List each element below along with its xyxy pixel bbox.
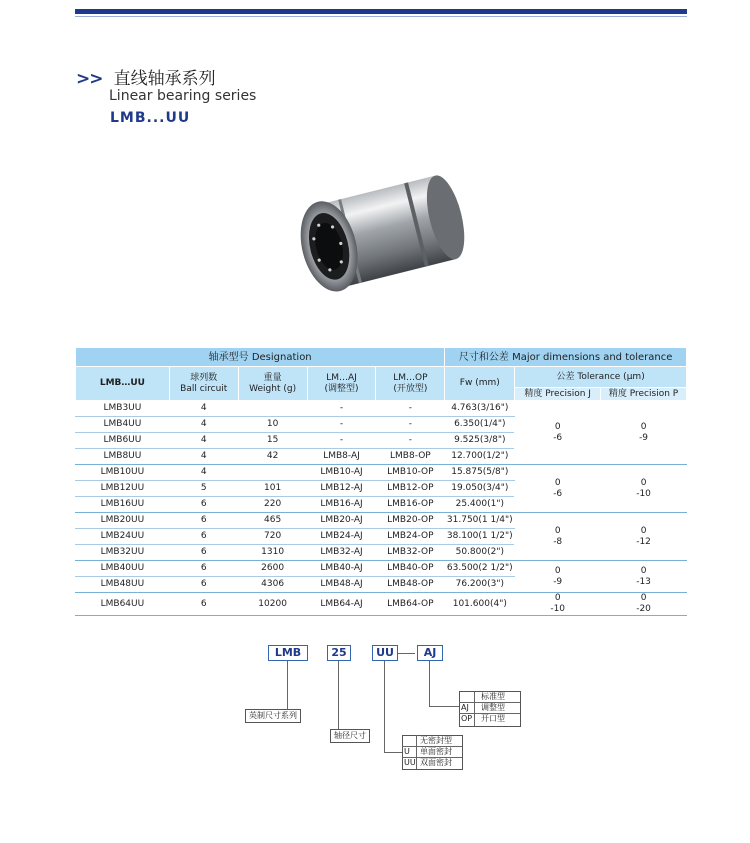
top-rule bbox=[75, 9, 687, 14]
table-row bbox=[76, 593, 687, 616]
cell-weight: 10200 bbox=[238, 593, 307, 616]
cell-precision-p: 0 -9 bbox=[601, 401, 687, 465]
cell-weight: 4306 bbox=[238, 577, 307, 593]
col-op: LM…OP (开放型) bbox=[376, 367, 445, 401]
cell-ball: 6 bbox=[169, 497, 238, 513]
cell-weight bbox=[238, 401, 307, 417]
leg-type bbox=[429, 661, 430, 707]
heading-arrows: >> bbox=[76, 69, 103, 89]
heading-title-en: Linear bearing series bbox=[109, 88, 257, 104]
cell-op: - bbox=[376, 401, 445, 417]
cell-aj: LMB32-AJ bbox=[307, 545, 376, 561]
cell-aj: - bbox=[307, 401, 376, 417]
table-row bbox=[76, 513, 687, 529]
cell-precision-p: 0 -13 bbox=[601, 561, 687, 593]
cell-aj: - bbox=[307, 417, 376, 433]
type-opt2: 调整型 bbox=[481, 703, 505, 712]
table-row bbox=[76, 465, 687, 481]
cell-op: LMB10-OP bbox=[376, 465, 445, 481]
col-fw: Fw (mm) bbox=[445, 367, 515, 401]
cell-op: LMB20-OP bbox=[376, 513, 445, 529]
top-rule-thin bbox=[75, 16, 687, 17]
cell-op: LMB32-OP bbox=[376, 545, 445, 561]
cell-weight: 10 bbox=[238, 417, 307, 433]
cell-aj: LMB8-AJ bbox=[307, 449, 376, 465]
cell-model: LMB40UU bbox=[76, 561, 170, 577]
cell-fw: 19.050(3/4") bbox=[445, 481, 515, 497]
code-part-seal: UU bbox=[372, 645, 398, 661]
cell-ball: 6 bbox=[169, 545, 238, 561]
seal-opt2-code: U bbox=[404, 747, 410, 756]
cell-ball: 6 bbox=[169, 577, 238, 593]
cell-precision-j: 0 -10 bbox=[515, 593, 601, 616]
cell-fw: 12.700(1/2") bbox=[445, 449, 515, 465]
seal-opt3: 双面密封 bbox=[420, 758, 452, 767]
cell-op: LMB16-OP bbox=[376, 497, 445, 513]
cell-op: LMB24-OP bbox=[376, 529, 445, 545]
cell-precision-j: 0 -6 bbox=[515, 401, 601, 465]
cell-precision-p: 0 -10 bbox=[601, 465, 687, 513]
cell-model: LMB6UU bbox=[76, 433, 170, 449]
cell-model: LMB12UU bbox=[76, 481, 170, 497]
seal-opt2: 单面密封 bbox=[420, 747, 452, 756]
cell-weight: 101 bbox=[238, 481, 307, 497]
cell-precision-j: 0 -6 bbox=[515, 465, 601, 513]
leg-size bbox=[338, 661, 339, 730]
cell-model: LMB4UU bbox=[76, 417, 170, 433]
cell-model: LMB10UU bbox=[76, 465, 170, 481]
type-opt3: 开口型 bbox=[481, 714, 505, 723]
cell-precision-p: 0 -12 bbox=[601, 513, 687, 561]
linear-bearing-image bbox=[288, 160, 478, 310]
seal-divider bbox=[416, 735, 417, 769]
cell-weight: 2600 bbox=[238, 561, 307, 577]
leg-seal bbox=[384, 661, 385, 753]
cell-model: LMB3UU bbox=[76, 401, 170, 417]
cell-aj: LMB24-AJ bbox=[307, 529, 376, 545]
cell-aj: - bbox=[307, 433, 376, 449]
cell-precision-j: 0 -8 bbox=[515, 513, 601, 561]
cell-aj: LMB10-AJ bbox=[307, 465, 376, 481]
section-heading bbox=[76, 64, 216, 89]
seal-opt1: 无密封型 bbox=[420, 736, 452, 745]
cell-fw: 38.100(1 1/2") bbox=[445, 529, 515, 545]
cell-weight: 42 bbox=[238, 449, 307, 465]
col-tolerance: 公差 Tolerance (μm) bbox=[515, 367, 687, 388]
cell-ball: 5 bbox=[169, 481, 238, 497]
cell-ball: 6 bbox=[169, 593, 238, 616]
type-opt2-code: AJ bbox=[461, 703, 469, 712]
cell-model: LMB20UU bbox=[76, 513, 170, 529]
cell-op: - bbox=[376, 433, 445, 449]
cell-op: LMB48-OP bbox=[376, 577, 445, 593]
cell-ball: 4 bbox=[169, 449, 238, 465]
cell-weight: 465 bbox=[238, 513, 307, 529]
code-part-type: AJ bbox=[417, 645, 443, 661]
label-shaft-size: 轴径尺寸 bbox=[330, 729, 370, 743]
cell-ball: 6 bbox=[169, 561, 238, 577]
col-weight: 重量 Weight (g) bbox=[238, 367, 307, 401]
cell-aj: LMB48-AJ bbox=[307, 577, 376, 593]
cell-fw: 76.200(3") bbox=[445, 577, 515, 593]
cell-precision-p: 0 -20 bbox=[601, 593, 687, 616]
cell-aj: LMB64-AJ bbox=[307, 593, 376, 616]
cell-fw: 6.350(1/4") bbox=[445, 417, 515, 433]
label-inch-series: 英制尺寸系列 bbox=[245, 709, 301, 723]
col-precision-j: 精度 Precision J bbox=[515, 388, 601, 401]
cell-ball: 6 bbox=[169, 513, 238, 529]
leg-seal-h bbox=[384, 752, 402, 753]
cell-model: LMB48UU bbox=[76, 577, 170, 593]
cell-fw: 101.600(4") bbox=[445, 593, 515, 616]
cell-fw: 31.750(1 1/4") bbox=[445, 513, 515, 529]
model-series: LMB...UU bbox=[110, 110, 191, 126]
code-dash bbox=[398, 653, 415, 654]
cell-weight: 220 bbox=[238, 497, 307, 513]
cell-aj: LMB16-AJ bbox=[307, 497, 376, 513]
dimensions-header: 尺寸和公差 Major dimensions and tolerance bbox=[445, 348, 687, 367]
heading-title-cn: 直线轴承系列 bbox=[113, 69, 216, 89]
col-lmbuu: LMB…UU bbox=[76, 367, 170, 401]
cell-model: LMB16UU bbox=[76, 497, 170, 513]
code-part-lmb: LMB bbox=[268, 645, 308, 661]
cell-op: LMB12-OP bbox=[376, 481, 445, 497]
cell-fw: 4.763(3/16") bbox=[445, 401, 515, 417]
cell-ball: 4 bbox=[169, 433, 238, 449]
cell-model: LMB24UU bbox=[76, 529, 170, 545]
cell-precision-j: 0 -9 bbox=[515, 561, 601, 593]
cell-model: LMB32UU bbox=[76, 545, 170, 561]
cell-model: LMB8UU bbox=[76, 449, 170, 465]
spec-body bbox=[76, 401, 687, 616]
leg-type-h bbox=[429, 706, 459, 707]
cell-op: - bbox=[376, 417, 445, 433]
cell-op: LMB40-OP bbox=[376, 561, 445, 577]
cell-weight: 15 bbox=[238, 433, 307, 449]
col-ball: 球列数 Ball circuit bbox=[169, 367, 238, 401]
cell-fw: 50.800(2") bbox=[445, 545, 515, 561]
type-opt1: 标准型 bbox=[481, 692, 505, 701]
cell-model: LMB64UU bbox=[76, 593, 170, 616]
table-row bbox=[76, 401, 687, 417]
spec-table bbox=[75, 347, 687, 616]
col-precision-p: 精度 Precision P bbox=[601, 388, 687, 401]
cell-ball: 6 bbox=[169, 529, 238, 545]
cell-aj: LMB12-AJ bbox=[307, 481, 376, 497]
seal-opt3-code: UU bbox=[404, 758, 416, 767]
cell-op: LMB8-OP bbox=[376, 449, 445, 465]
cell-fw: 15.875(5/8") bbox=[445, 465, 515, 481]
cell-fw: 63.500(2 1/2") bbox=[445, 561, 515, 577]
cell-fw: 25.400(1") bbox=[445, 497, 515, 513]
cell-aj: LMB20-AJ bbox=[307, 513, 376, 529]
table-row bbox=[76, 561, 687, 577]
cell-aj: LMB40-AJ bbox=[307, 561, 376, 577]
type-divider bbox=[474, 691, 475, 726]
designation-header: 轴承型号 Designation bbox=[76, 348, 445, 367]
cell-ball: 4 bbox=[169, 465, 238, 481]
cell-weight bbox=[238, 465, 307, 481]
cell-weight: 1310 bbox=[238, 545, 307, 561]
col-aj: LM…AJ (调整型) bbox=[307, 367, 376, 401]
cell-ball: 4 bbox=[169, 401, 238, 417]
cell-fw: 9.525(3/8") bbox=[445, 433, 515, 449]
cell-ball: 4 bbox=[169, 417, 238, 433]
leg-lmb bbox=[287, 661, 288, 710]
code-part-size: 25 bbox=[327, 645, 351, 661]
cell-weight: 720 bbox=[238, 529, 307, 545]
type-opt3-code: OP bbox=[461, 714, 473, 723]
cell-op: LMB64-OP bbox=[376, 593, 445, 616]
